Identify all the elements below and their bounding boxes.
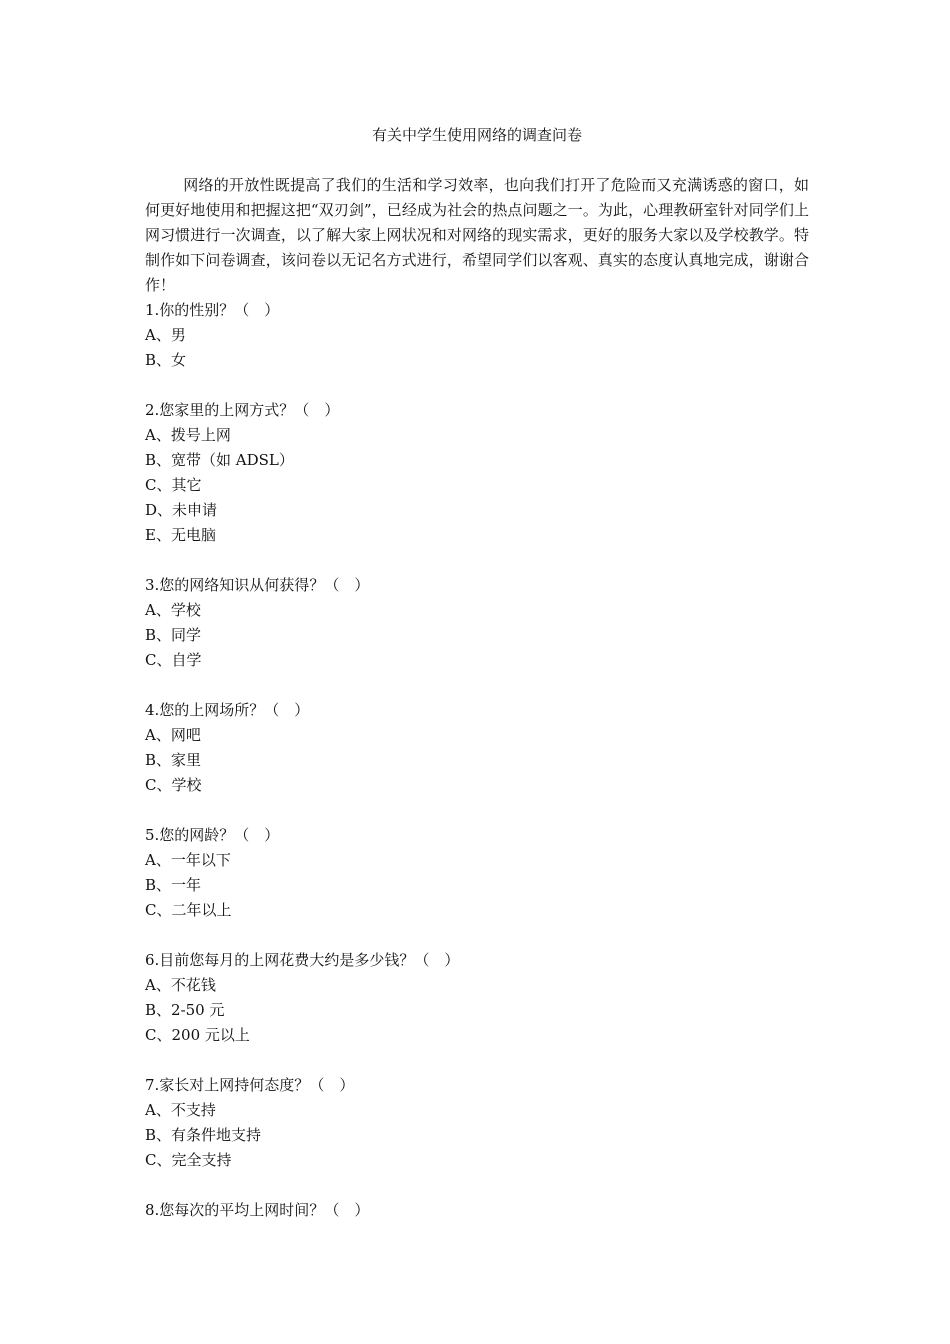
question-text: 5.您的网龄？（ ） xyxy=(145,826,280,844)
answer-option: D、未申请 xyxy=(145,501,218,519)
answer-option: A、拨号上网 xyxy=(145,426,231,444)
question-text: 7.家长对上网持何态度？（ ） xyxy=(145,1076,355,1094)
answer-option: C、自学 xyxy=(145,651,202,669)
answer-option: A、男 xyxy=(145,326,186,344)
answer-option: A、网吧 xyxy=(145,726,201,744)
answer-option: B、女 xyxy=(145,351,187,369)
answer-option: A、不支持 xyxy=(145,1101,216,1119)
question-block xyxy=(145,1073,809,1173)
question-text: 3.您的网络知识从何获得？（ ） xyxy=(145,576,370,594)
question-block xyxy=(145,948,809,1048)
question-text: 2.您家里的上网方式？（ ） xyxy=(145,401,340,419)
answer-option: C、学校 xyxy=(145,776,202,794)
question-block xyxy=(145,823,809,923)
answer-option: B、一年 xyxy=(145,876,202,894)
answer-option: C、其它 xyxy=(145,476,202,494)
question-block xyxy=(145,398,809,548)
question-block xyxy=(145,698,809,798)
answer-option: C、二年以上 xyxy=(145,901,232,919)
question-text: 1.你的性别？（ ） xyxy=(145,301,280,319)
answer-option: A、学校 xyxy=(145,601,201,619)
document-title: 有关中学生使用网络的调查问卷 xyxy=(371,126,582,144)
document-page xyxy=(145,122,809,1223)
answer-option: B、有条件地支持 xyxy=(145,1126,262,1144)
answer-option: B、家里 xyxy=(145,751,202,769)
answer-option: E、无电脑 xyxy=(145,526,216,544)
intro-paragraph: 网络的开放性既提高了我们的生活和学习效率，也向我们打开了危险而又充满诱惑的窗口，如何更好地使用和把握这把“双刃剑”，已经成为社会的热点问题之一。为此，心理教研室针对同学们上网习惯进行一次调查，以了解大家上网状况和对网络的现实需求，更好的服务大家以及学校教学。特制作如下问卷调查，该问卷以无记名方式进行，希望同学们以客观、真实的态度认真地完成，谢谢合作！ xyxy=(145,176,809,294)
answer-option: B、同学 xyxy=(145,626,202,644)
answer-option: B、2-50 元 xyxy=(145,1001,225,1019)
answer-option: B、宽带（如 ADSL） xyxy=(145,451,294,469)
question-text: 8.您每次的平均上网时间？（ ） xyxy=(145,1201,370,1219)
answer-option: C、完全支持 xyxy=(145,1151,232,1169)
question-block xyxy=(145,1198,809,1223)
question-list xyxy=(145,298,809,1223)
answer-option: A、不花钱 xyxy=(145,976,216,994)
question-text: 6.目前您每月的上网花费大约是多少钱？（ ） xyxy=(145,951,460,969)
question-text: 4.您的上网场所？（ ） xyxy=(145,701,310,719)
answer-option: C、200 元以上 xyxy=(145,1026,250,1044)
answer-option: A、一年以下 xyxy=(145,851,231,869)
question-block xyxy=(145,573,809,673)
question-block xyxy=(145,298,809,373)
